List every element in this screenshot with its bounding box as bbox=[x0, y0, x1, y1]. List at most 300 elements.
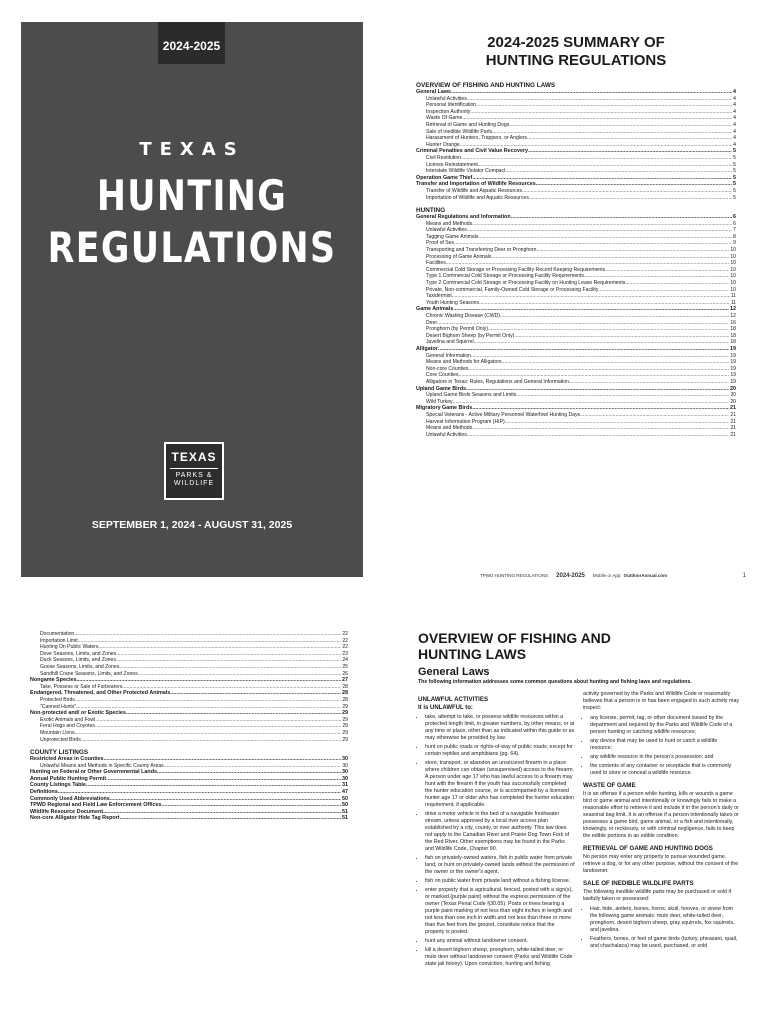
sale-heading: SALE OF INEDIBLE WILDLIFE PARTS bbox=[583, 880, 694, 887]
toc-entry[interactable] bbox=[416, 339, 736, 346]
toc-entry-label: Nongame Species bbox=[30, 677, 77, 684]
toc-entry-page: 23 bbox=[342, 650, 348, 657]
toc-entry-label: Special Veterans - Active Military Personnel Waterfowl Hunting Days bbox=[426, 411, 581, 418]
unlawful-heading: UNLAWFUL ACTIVITIES bbox=[418, 696, 489, 703]
toc-entry-page: 10 bbox=[730, 253, 736, 260]
toc-leader-dots bbox=[536, 181, 732, 188]
toc-entry-main[interactable] bbox=[416, 306, 736, 313]
toc-entry[interactable] bbox=[416, 247, 736, 254]
toc-leader-dots bbox=[459, 372, 730, 379]
toc-entry-page: 18 bbox=[730, 326, 736, 333]
cover-year-tab: 2024-2025 bbox=[158, 22, 225, 64]
toc-entry-page: 21 bbox=[730, 405, 736, 412]
toc-entry[interactable] bbox=[30, 704, 348, 711]
toc-continued-page bbox=[30, 631, 348, 822]
toc-entry-label: Javelina and Squirrel bbox=[426, 339, 474, 346]
toc-entry[interactable] bbox=[416, 142, 736, 149]
overview-intro: The following information addresses some common questions about hunting and fishing laws and regulations. bbox=[418, 679, 692, 685]
toc-entry[interactable] bbox=[30, 671, 348, 678]
toc-entry-label: Alligator bbox=[416, 345, 438, 352]
toc-leader-dots bbox=[461, 155, 732, 162]
toc-entry-page: 28 bbox=[342, 696, 348, 703]
toc-entry-label: Wild Turkey bbox=[426, 398, 453, 405]
toc-leader-dots bbox=[78, 638, 342, 645]
toc-entry[interactable] bbox=[30, 730, 348, 737]
sale-text: The following inedible wildlife parts may be purchased or sold if lawfully taken or possessed: bbox=[583, 889, 732, 902]
bullet-item: • any license, permit, tag, or other document issued by the department and required by the Parks and Wildlife Code of a person hunting or catching wildlife resources; bbox=[590, 715, 740, 736]
toc-leader-dots bbox=[467, 227, 732, 234]
toc-leader-dots bbox=[438, 346, 729, 353]
toc-entry[interactable] bbox=[416, 280, 736, 287]
toc-entry-label: Exotic Animals and Fowl bbox=[40, 716, 96, 723]
toc-leader-dots bbox=[162, 802, 342, 809]
toc-entry-label: Sale of Inedible Wildlife Parts bbox=[426, 128, 493, 135]
toc-entry-label: Migratory Game Birds bbox=[416, 405, 473, 412]
toc-entry-page: 51 bbox=[342, 808, 348, 815]
toc-leader-dots bbox=[516, 392, 729, 399]
toc-entry-page: 29 bbox=[342, 703, 348, 710]
toc-entry[interactable] bbox=[416, 300, 736, 307]
toc-entry-page: 20 bbox=[730, 392, 736, 399]
toc-leader-dots bbox=[511, 214, 732, 221]
toc-entry[interactable] bbox=[416, 168, 736, 175]
toc-leader-dots bbox=[528, 148, 732, 155]
toc-entry-page: 9 bbox=[733, 240, 736, 247]
toc-entry-page: 12 bbox=[730, 306, 736, 313]
toc-entry-page: 5 bbox=[733, 194, 736, 201]
toc-entry[interactable] bbox=[416, 135, 736, 142]
toc-entry[interactable] bbox=[416, 102, 736, 109]
toc-leader-dots bbox=[505, 168, 732, 175]
toc-entry-page: 6 bbox=[733, 220, 736, 227]
toc-entry[interactable] bbox=[416, 109, 736, 116]
toc-entry-label: Means and Methods for Alligators bbox=[426, 359, 502, 366]
toc-entry-main[interactable] bbox=[30, 776, 348, 783]
toc-entry-label: Transporting and Transferring Deer or Pronghorn bbox=[426, 247, 537, 254]
toc-entry-page: 4 bbox=[733, 89, 736, 95]
cover-title-line2: REGULATIONS bbox=[47, 223, 337, 272]
toc-entry-label: Civil Restitution bbox=[426, 154, 462, 161]
toc-entry[interactable] bbox=[30, 651, 348, 658]
toc-entry-page: 18 bbox=[730, 332, 736, 339]
toc-entry-label: Alligators in Texas: Rules, Regulations and General Information bbox=[426, 378, 569, 385]
toc-entry-label: Transfer of Wildlife and Aquatic Resources bbox=[426, 187, 523, 194]
toc-entry[interactable] bbox=[30, 723, 348, 730]
toc-entry-page: 21 bbox=[730, 425, 736, 432]
toc-entry[interactable] bbox=[30, 737, 348, 744]
toc-entry-page: 4 bbox=[733, 141, 736, 148]
unlawful-lead: It is UNLAWFUL to: bbox=[418, 705, 473, 711]
toc-leader-dots bbox=[95, 717, 341, 724]
toc-leader-dots bbox=[453, 306, 729, 313]
toc-entry[interactable] bbox=[416, 115, 736, 122]
toc-entry-page: 21 bbox=[730, 411, 736, 418]
toc-entry-main[interactable] bbox=[30, 782, 348, 789]
toc-entry-main[interactable] bbox=[30, 789, 348, 796]
toc-entry[interactable] bbox=[416, 240, 736, 247]
toc-entry-label: Type 1 Commercial Cold Storage or Processing Facility Requirements bbox=[426, 273, 584, 280]
toc-entry-label: Sandhill Crane Seasons, Limits, and Zones bbox=[40, 670, 138, 677]
toc-entry-label: Unlawful Activities bbox=[426, 95, 467, 102]
toc-entry-label: Youth Hunting Seasons bbox=[426, 299, 480, 306]
toc-entry-page: 31 bbox=[342, 782, 348, 789]
toc-entry-main[interactable] bbox=[30, 809, 348, 816]
bullet-item: • drive a motor vehicle in the bed of a navigable freshwater stream, unless approved by a local river access plan established by a city, county, or river authority. This law does not apply to the Canadian River and Prairie Dog Town Fork of the Red River. Other exemptions may be found in the Parks and Wildlife Code, Chapter 90. bbox=[425, 811, 575, 853]
toc-entry-main[interactable] bbox=[416, 214, 736, 221]
toc-section-heading: OVERVIEW OF FISHING AND HUNTING LAWS bbox=[416, 82, 556, 89]
toc-leader-dots bbox=[491, 254, 729, 261]
bullet-item: • fish on privately-owned waters, fish in public water from private land, or hunt on privately-owned lands without the permission of the owner or the owner's agent. bbox=[425, 855, 575, 876]
toc-leader-dots bbox=[116, 657, 341, 664]
toc-entry-page: 5 bbox=[733, 187, 736, 194]
toc-entry-page: 22 bbox=[342, 631, 348, 637]
toc-entry-page: 47 bbox=[342, 789, 348, 796]
toc-entry-label: Annual Public Hunting Permit bbox=[30, 775, 107, 782]
toc-entry-label: Importation of Wildlife and Aquatic Resources bbox=[426, 194, 529, 201]
footer-year: 2024-2025 bbox=[556, 573, 585, 579]
toc-leader-dots bbox=[470, 109, 732, 116]
overview-title-line1: OVERVIEW OF FISHING AND bbox=[418, 630, 611, 646]
toc-title-line2: HUNTING REGULATIONS bbox=[485, 52, 667, 69]
toc-entry-page: 20 bbox=[730, 385, 736, 392]
toc-entry[interactable] bbox=[416, 129, 736, 136]
toc-leader-dots bbox=[598, 287, 729, 294]
bullet-item: • the contents of any container or receptacle that is commonly used to store or conceal a wildlife resource. bbox=[590, 763, 740, 777]
overview-subtitle: General Laws bbox=[418, 666, 490, 678]
toc-entry-page: 25 bbox=[342, 663, 348, 670]
toc-entry-label: Interstate Wildlife Violator Compact bbox=[426, 168, 506, 175]
toc-entry-label: Documentation bbox=[40, 631, 75, 637]
toc-entry-label: General Information bbox=[426, 352, 472, 359]
overview-columns bbox=[418, 691, 740, 971]
toc-entry[interactable] bbox=[416, 195, 736, 202]
toc-entry-label: Hunter Orange bbox=[426, 141, 460, 148]
toc-leader-dots bbox=[103, 809, 341, 816]
toc-leader-dots bbox=[467, 432, 730, 439]
toc-entry-main[interactable] bbox=[416, 346, 736, 353]
toc-entry[interactable] bbox=[416, 293, 736, 300]
toc-entry-label: Core Counties bbox=[426, 372, 459, 379]
toc-entry-label: Processing of Game Animals bbox=[426, 253, 492, 260]
toc-entry-main[interactable] bbox=[416, 181, 736, 188]
toc-entry-page: 30 bbox=[342, 756, 348, 763]
toc-entry[interactable] bbox=[30, 717, 348, 724]
toc-entry-main[interactable] bbox=[416, 175, 736, 182]
retrieval-heading: RETRIEVAL OF GAME AND HUNTING DOGS bbox=[583, 845, 713, 852]
toc-entry-label: Feral Hogs and Coyotes bbox=[40, 723, 95, 730]
toc-entry-label: Means and Methods bbox=[426, 220, 473, 227]
toc-entry[interactable] bbox=[416, 234, 736, 241]
page-footer bbox=[480, 573, 746, 579]
toc-entry-label: Chronic Wasting Disease (CWD) bbox=[426, 313, 500, 319]
toc-leader-dots bbox=[502, 359, 730, 366]
toc-entry-page: 22 bbox=[342, 644, 348, 651]
toc-entry-label: Transfer and Importation of Wildlife Resources bbox=[416, 181, 536, 188]
toc-entry-label: Endangered, Threatened, and Other Protected Animals bbox=[30, 690, 171, 697]
toc-entry-label: Retrieval of Game and Hunting Dogs bbox=[426, 121, 510, 128]
toc-entry-label: Harvest Information Program (HIP) bbox=[426, 418, 505, 425]
toc-entry[interactable] bbox=[416, 260, 736, 267]
toc-leader-dots bbox=[522, 188, 732, 195]
toc-section-heading: HUNTING bbox=[416, 207, 446, 215]
toc-entry[interactable] bbox=[416, 96, 736, 103]
toc-entry-page: 20 bbox=[730, 398, 736, 405]
toc-entry-label: Protected Birds bbox=[40, 696, 75, 703]
toc-leader-dots bbox=[110, 796, 341, 803]
bullet-item: • fish on public water from private land without a fishing license. bbox=[425, 878, 575, 885]
cover-title-line1: HUNTING bbox=[96, 171, 288, 220]
toc-leader-dots bbox=[76, 704, 341, 711]
toc-entry[interactable] bbox=[416, 333, 736, 340]
toc-entry[interactable] bbox=[30, 657, 348, 664]
toc-entry-label: Operation Game Thief bbox=[416, 174, 473, 181]
toc-entry-label: Facilities bbox=[426, 260, 446, 267]
unlawful-list bbox=[418, 714, 575, 968]
toc-entry-label: Non-protected and/ or Exotic Species bbox=[30, 710, 126, 717]
toc-entry-main[interactable] bbox=[30, 815, 348, 822]
toc-entry-main[interactable] bbox=[30, 690, 348, 697]
cover-dates: SEPTEMBER 1, 2024 - AUGUST 31, 2025 bbox=[91, 519, 293, 531]
toc-leader-dots bbox=[529, 195, 732, 202]
toc-leader-dots bbox=[488, 326, 729, 333]
toc-entry-page: 30 bbox=[342, 762, 348, 769]
toc-entry[interactable] bbox=[416, 359, 736, 366]
toc-entry-page: 4 bbox=[733, 128, 736, 135]
toc-entry-label: Goose Seasons, Limits, and Zones bbox=[40, 663, 120, 670]
toc-entry[interactable] bbox=[416, 379, 736, 386]
toc-entry-label: Proof of Sex bbox=[426, 240, 455, 247]
toc-entry-label: Restricted Areas in Counties bbox=[30, 756, 104, 763]
toc-entry[interactable] bbox=[416, 287, 736, 294]
toc-entry-label: Criminal Penalties and Civil Value Recovery bbox=[416, 148, 529, 155]
toc-entry-page: 11 bbox=[730, 299, 736, 306]
toc-entry-page: 5 bbox=[733, 154, 736, 161]
toc-entry[interactable] bbox=[416, 267, 736, 274]
waste-heading: WASTE OF GAME bbox=[583, 782, 636, 789]
overview-col-left bbox=[418, 691, 575, 971]
toc-entry[interactable] bbox=[416, 399, 736, 406]
toc-leader-dots bbox=[478, 234, 732, 241]
sale-list bbox=[583, 906, 740, 950]
toc-entry-label: Personal Identification bbox=[426, 102, 477, 109]
toc-entry-page: 19 bbox=[730, 352, 736, 359]
inspection-list bbox=[583, 715, 740, 777]
toc-entry-label: Taxidermist bbox=[426, 293, 452, 300]
cover-page bbox=[21, 22, 363, 577]
toc-entry[interactable] bbox=[30, 631, 348, 638]
overview-title-line2: HUNTING LAWS bbox=[418, 646, 527, 662]
toc-entry-page: 30 bbox=[342, 775, 348, 782]
toc-entry-page: 4 bbox=[733, 102, 736, 109]
toc-entry-label: License Reinstatement bbox=[426, 161, 478, 168]
toc-leader-dots bbox=[462, 115, 732, 122]
toc-entry-label: Take, Possess or Sale of Furbearers bbox=[40, 683, 123, 690]
toc-entry-main[interactable] bbox=[30, 756, 348, 763]
toc-leader-dots bbox=[120, 815, 341, 822]
toc-leader-dots bbox=[472, 425, 729, 432]
toc-entry[interactable] bbox=[416, 366, 736, 373]
toc-entry-main[interactable] bbox=[416, 386, 736, 393]
toc-leader-dots bbox=[500, 313, 729, 320]
toc-entry[interactable] bbox=[30, 697, 348, 704]
toc-entry-main[interactable] bbox=[30, 677, 348, 684]
toc-entry-label: TPWD Regional and Field Law Enforcement Offices bbox=[30, 802, 162, 809]
overview-page bbox=[418, 630, 740, 971]
toc-leader-dots bbox=[625, 280, 729, 287]
toc-entry-label: County Listings Table bbox=[30, 782, 86, 789]
toc-entry[interactable] bbox=[416, 162, 736, 169]
overview-title bbox=[418, 630, 740, 662]
retrieval-text: No person may enter any property to pursue wounded game, retrieve a dog, or for any other purpose, without the consent of the landowner. bbox=[583, 854, 739, 874]
toc-page bbox=[416, 34, 736, 438]
toc-entry-page: 51 bbox=[342, 815, 348, 822]
toc-entry-label: Upland Game Birds bbox=[416, 385, 467, 392]
toc-entry-page: 19 bbox=[730, 365, 736, 372]
toc-leader-dots bbox=[453, 399, 730, 406]
toc-entry[interactable] bbox=[30, 664, 348, 671]
toc-leader-dots bbox=[472, 405, 729, 412]
toc-entry-label: Harassment of Hunters, Trappers, or Anglers bbox=[426, 135, 528, 142]
tpwd-logo bbox=[164, 442, 224, 500]
toc-leader-dots bbox=[476, 102, 732, 109]
toc-entry[interactable] bbox=[416, 419, 736, 426]
toc-entry[interactable] bbox=[416, 432, 736, 439]
toc-title-line1: 2024-2025 SUMMARY OF bbox=[487, 34, 665, 51]
toc-entry[interactable] bbox=[416, 412, 736, 419]
toc-entry-main[interactable] bbox=[30, 802, 348, 809]
toc-entry-label: Definitions bbox=[30, 789, 58, 796]
toc-entry[interactable] bbox=[416, 254, 736, 261]
toc-leader-dots bbox=[75, 697, 342, 704]
bullet-item: • any device that may be used to hunt or catch a wildlife resource; bbox=[590, 738, 740, 752]
toc-entry-label: "Canned Hunts" bbox=[40, 703, 77, 710]
toc-entry[interactable] bbox=[416, 273, 736, 280]
toc-leader-dots bbox=[454, 240, 732, 247]
toc-entry-page: 28 bbox=[342, 690, 348, 697]
toc-leader-dots bbox=[492, 129, 732, 136]
toc-leader-dots bbox=[605, 267, 729, 274]
toc-entry-main[interactable] bbox=[416, 89, 736, 96]
toc-leader-dots bbox=[505, 419, 730, 426]
toc-entry-label: Wildlife Resource Document bbox=[30, 808, 104, 815]
toc-entry-page: 28 bbox=[342, 683, 348, 690]
toc-leader-dots bbox=[446, 260, 730, 267]
toc-entry[interactable] bbox=[416, 372, 736, 379]
logo-line3: WILDLIFE bbox=[173, 480, 215, 487]
toc-entry[interactable] bbox=[416, 155, 736, 162]
toc-entry-label: Importation Limit bbox=[40, 637, 78, 644]
toc-entry[interactable] bbox=[416, 425, 736, 432]
toc-entry[interactable] bbox=[416, 227, 736, 234]
toc-leader-dots bbox=[81, 737, 342, 744]
bullet-item: • any wildlife resource in the person's possession; and bbox=[590, 754, 740, 761]
toc-entry[interactable] bbox=[416, 313, 736, 320]
toc-leader-dots bbox=[466, 386, 729, 393]
bullet-item: • store, transport, or abandon an unsecured firearm in a place where children can obtain (unsupervised) access to the firearm. A person under age 17 who has lawful access to a firearm may hunt with the firearm if the youth has successfully completed the hunter education course, or is accompanied by a licensed hunter age 17 or older who has completed the hunter education requirement, if applicable. bbox=[425, 760, 575, 809]
toc-leader-dots bbox=[122, 684, 341, 691]
toc-entry-page: 6 bbox=[733, 214, 736, 221]
toc-leader-dots bbox=[58, 789, 341, 796]
toc-entry-page: 4 bbox=[733, 95, 736, 102]
toc2-sections bbox=[30, 631, 348, 822]
toc-entry-label: Tagging Game Animals bbox=[426, 233, 479, 240]
bullet-item: • Feathers, bones, or feet of game birds (turkey, pheasant, quail, and chachalaca) may be used, purchased, or sold bbox=[590, 936, 740, 950]
bullet-item: • take, attempt to take, or possess wildlife resources within a protected length limit, in greater numbers, by other means, or at any time or place, other than as indicated within this guide or as may otherwise be provided by law. bbox=[425, 714, 575, 742]
toc-entry-page: 50 bbox=[342, 795, 348, 802]
toc-entry-label: Unlawful Means and Methods in Specific County Areas bbox=[40, 762, 164, 769]
toc-entry[interactable] bbox=[416, 320, 736, 327]
toc-leader-dots bbox=[478, 162, 732, 169]
overview-col-right bbox=[583, 691, 740, 971]
toc-entry-page: 19 bbox=[730, 378, 736, 385]
toc-entry-label: Mountain Lions bbox=[40, 729, 75, 736]
toc-entry[interactable] bbox=[416, 122, 736, 129]
toc-entry-page: 8 bbox=[733, 233, 736, 240]
toc-entry-page: 18 bbox=[730, 339, 736, 346]
inspection-lead: activity governed by the Parks and Wildlife Code or reasonably believes that a person is or has been engaged in such activity may inspect: bbox=[583, 691, 740, 711]
toc-entry-page: 29 bbox=[342, 736, 348, 743]
toc-entry-label: Private, Non-commercial, Family-Owned Cold Storage or Processing Facility bbox=[426, 286, 599, 293]
footer-site[interactable]: OutdoorAnnual.com bbox=[623, 573, 668, 578]
logo-line2: PARKS & bbox=[170, 468, 218, 479]
toc-entry-page: 29 bbox=[342, 729, 348, 736]
toc-entry-page: 12 bbox=[730, 313, 736, 319]
toc-entry-main[interactable] bbox=[416, 148, 736, 155]
bullet-item: • hunt any animal without landowner consent. bbox=[425, 938, 575, 945]
toc-entry-page: 4 bbox=[733, 115, 736, 122]
toc-entry-page: 30 bbox=[342, 769, 348, 776]
toc-title bbox=[416, 34, 736, 70]
toc-leader-dots bbox=[468, 366, 729, 373]
toc-entry[interactable] bbox=[30, 684, 348, 691]
toc-entry-main[interactable] bbox=[30, 769, 348, 776]
toc-entry-page: 10 bbox=[730, 280, 736, 287]
toc-entry[interactable] bbox=[416, 221, 736, 228]
toc-entry-page: 5 bbox=[733, 148, 736, 155]
toc-entry-page: 5 bbox=[733, 161, 736, 168]
toc-entry-main[interactable] bbox=[416, 405, 736, 412]
toc-leader-dots bbox=[75, 730, 342, 737]
toc-entry-page: 4 bbox=[733, 108, 736, 115]
toc-entry[interactable] bbox=[416, 326, 736, 333]
toc-leader-dots bbox=[164, 763, 342, 770]
toc-leader-dots bbox=[474, 339, 730, 346]
toc-leader-dots bbox=[537, 247, 730, 254]
toc-entry-label: Non-core Alligator Hide Tag Report bbox=[30, 815, 120, 822]
toc-leader-dots bbox=[119, 664, 341, 671]
toc-leader-dots bbox=[95, 723, 341, 730]
toc-entry[interactable] bbox=[30, 763, 348, 770]
toc-entry-label: Upland Game Birds Seasons and Limits bbox=[426, 392, 517, 399]
toc-entry[interactable] bbox=[30, 644, 348, 651]
toc-entry-page: 5 bbox=[733, 168, 736, 175]
toc-leader-dots bbox=[584, 273, 729, 280]
toc-leader-dots bbox=[472, 221, 732, 228]
toc-leader-dots bbox=[76, 677, 341, 684]
toc-entry-page: 19 bbox=[730, 372, 736, 379]
toc-entry[interactable] bbox=[416, 353, 736, 360]
toc-leader-dots bbox=[580, 412, 729, 419]
toc-entry-label: Commercial Cold Storage or Processing Facility Record Keeping Requirements bbox=[426, 266, 606, 273]
toc-entry[interactable] bbox=[416, 392, 736, 399]
toc-entry-main[interactable] bbox=[30, 796, 348, 803]
toc-leader-dots bbox=[452, 293, 730, 300]
toc-leader-dots bbox=[86, 782, 341, 789]
toc-entry[interactable] bbox=[416, 188, 736, 195]
toc-entry-main[interactable] bbox=[30, 710, 348, 717]
toc-entry-page: 29 bbox=[342, 716, 348, 723]
toc-entry[interactable] bbox=[30, 638, 348, 645]
